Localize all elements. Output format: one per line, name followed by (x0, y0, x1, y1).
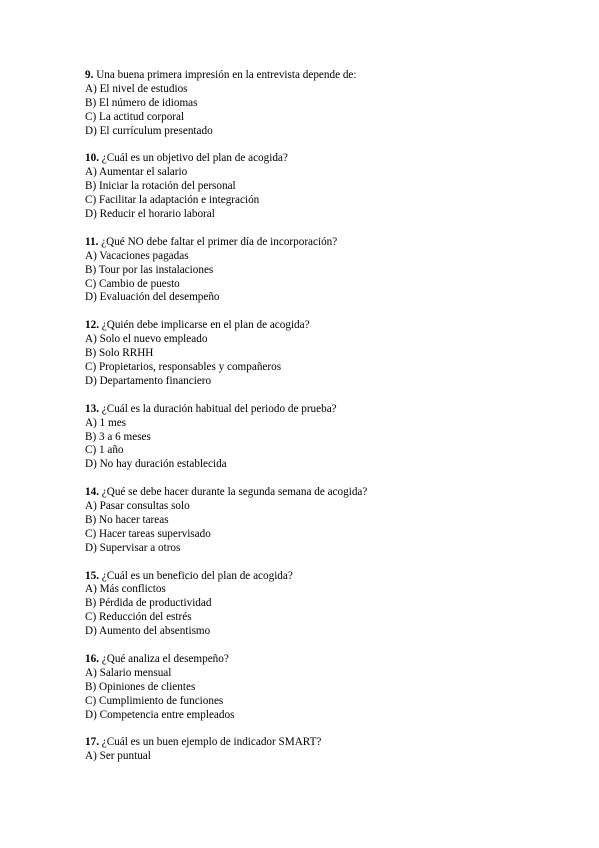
question-17 (85, 736, 575, 764)
question-text: ¿Qué NO debe faltar el primer día de incorporación? (101, 235, 338, 248)
option-a: A) 1 mes (85, 416, 127, 429)
option-c: C) Reducción del estrés (85, 611, 192, 624)
question-prompt (85, 152, 575, 166)
question-13 (85, 403, 575, 473)
option-a: A) Vacaciones pagadas (85, 249, 189, 262)
question-16 (85, 653, 575, 723)
option-c: C) Cambio de puesto (85, 277, 180, 290)
option-d: D) No hay duración establecida (85, 458, 227, 471)
question-number: 15. (85, 569, 99, 582)
question-prompt (85, 570, 575, 584)
option-c: C) Hacer tareas supervisado (85, 527, 211, 540)
question-text: ¿Qué se debe hacer durante la segunda semana de acogida? (101, 486, 368, 499)
question-text: ¿Cuál es un beneficio del plan de acogida? (101, 569, 293, 582)
question-number: 16. (85, 652, 99, 665)
option-d: D) Aumento del absentismo (85, 625, 211, 638)
option-c: C) Facilitar la adaptación e integración (85, 194, 260, 207)
question-prompt (85, 236, 575, 250)
option-a: A) Más conflictos (85, 583, 166, 596)
question-text: ¿Quién debe implicarse en el plan de acogida? (101, 319, 310, 332)
question-number: 9. (85, 69, 94, 81)
option-a: A) Aumentar el salario (85, 166, 188, 179)
option-b: B) Solo RRHH (85, 347, 154, 360)
option-b: B) Opiniones de clientes (85, 680, 196, 693)
question-11 (85, 236, 575, 306)
option-a: A) Pasar consultas solo (85, 500, 190, 513)
question-prompt (85, 319, 575, 333)
option-d: D) El currículum presentado (85, 124, 213, 137)
option-b: B) Pérdida de productividad (85, 597, 212, 610)
option-d: D) Competencia entre empleados (85, 708, 235, 721)
question-text: ¿Cuál es un buen ejemplo de indicador SMART? (101, 736, 322, 749)
question-9 (85, 69, 575, 139)
question-prompt (85, 736, 575, 750)
question-10 (85, 152, 575, 222)
question-prompt (85, 403, 575, 417)
question-number: 13. (85, 402, 99, 415)
question-text: ¿Cuál es la duración habitual del periodo de prueba? (101, 402, 337, 415)
option-b: B) 3 a 6 meses (85, 430, 151, 443)
question-number: 17. (85, 736, 99, 749)
question-prompt (85, 69, 575, 83)
option-b: B) El número de idiomas (85, 96, 198, 109)
option-a: A) Salario mensual (85, 666, 172, 679)
document-page (85, 69, 575, 778)
option-b: B) No hacer tareas (85, 513, 169, 526)
question-prompt (85, 653, 575, 667)
option-d: D) Departamento financiero (85, 374, 212, 387)
question-text: ¿Cuál es un objetivo del plan de acogida? (101, 152, 288, 165)
question-number: 10. (85, 152, 99, 165)
option-c: C) 1 año (85, 444, 124, 457)
option-a: A) Solo el nuevo empleado (85, 333, 208, 346)
question-prompt (85, 486, 575, 500)
question-number: 12. (85, 319, 99, 332)
option-d: D) Evaluación del desempeño (85, 291, 220, 304)
question-15 (85, 570, 575, 640)
option-a: A) Ser puntual (85, 750, 151, 763)
option-b: B) Iniciar la rotación del personal (85, 180, 236, 193)
question-number: 14. (85, 486, 99, 499)
question-text: ¿Qué analiza el desempeño? (101, 652, 229, 665)
option-a: A) El nivel de estudios (85, 82, 188, 95)
option-b: B) Tour por las instalaciones (85, 263, 214, 276)
option-c: C) La actitud corporal (85, 110, 185, 123)
question-number: 11. (85, 235, 99, 248)
question-text: Una buena primera impresión en la entrevista depende de: (96, 69, 357, 81)
option-c: C) Propietarios, responsables y compañeros (85, 360, 282, 373)
question-12 (85, 319, 575, 389)
option-d: D) Reducir el horario laboral (85, 208, 215, 221)
option-c: C) Cumplimiento de funciones (85, 694, 224, 707)
option-d: D) Supervisar a otros (85, 541, 181, 554)
question-14 (85, 486, 575, 556)
